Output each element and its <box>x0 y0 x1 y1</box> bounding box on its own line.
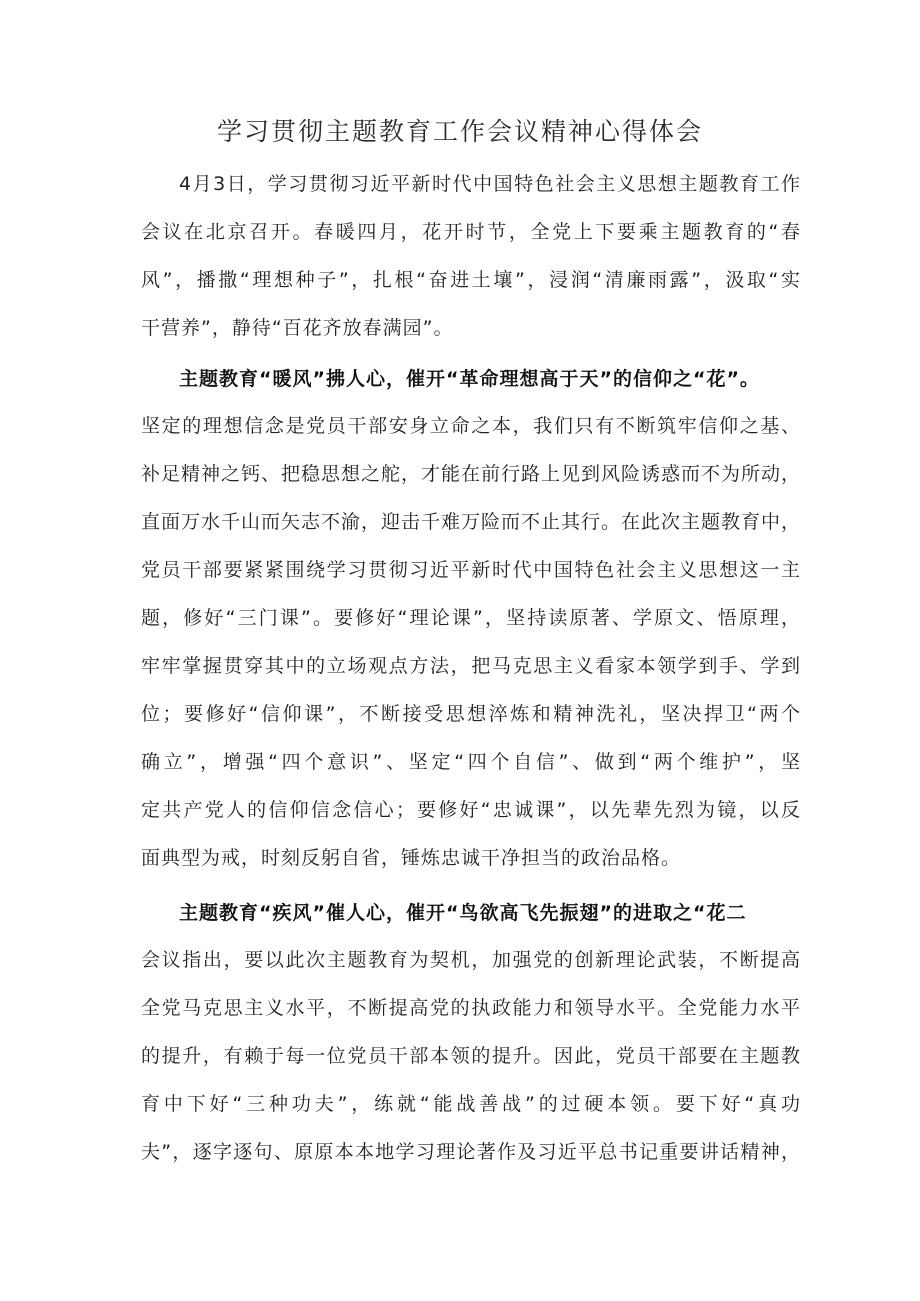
paragraph-line: 直面万水千山而矢志不渝，迎击千难万险而不止其行。在此次主题教育中， <box>141 511 802 533</box>
paragraph-line: 4月3日，学习贯彻习近平新时代中国特色社会主义思想主题教育工作 <box>179 173 801 195</box>
paragraph-line: 定共产党人的信仰信念信心；要修好“忠诚课”，以先辈先烈为镜，以反 <box>141 799 801 821</box>
paragraph-line: 会议指出，要以此次主题教育为契机，加强党的创新理论武装，不断提高 <box>141 949 801 971</box>
paragraph-line: 会议在北京召开。春暖四月，花开时节，全党上下要乘主题教育的“春 <box>141 221 801 243</box>
paragraph-line: 牢牢掌握贯穿其中的立场观点方法，把马克思主义看家本领学到手、学到 <box>141 655 801 677</box>
paragraph-line: 面典型为戒，时刻反躬自省，锤炼忠诚干净担当的政治品格。 <box>141 847 682 869</box>
paragraph-line: 坚定的理想信念是党员干部安身立命之本，我们只有不断筑牢信仰之基、 <box>141 415 801 437</box>
paragraph-line: 夫”，逐字逐句、原原本本地学习理论著作及习近平总书记重要讲话精神， <box>141 1141 801 1163</box>
document-title: 学习贯彻主题教育工作会议精神心得体会 <box>216 117 703 146</box>
paragraph-line: 党员干部要紧紧围绕学习贯彻习近平新时代中国特色社会主义思想这一主 <box>141 559 801 581</box>
paragraph-line: 位；要修好“信仰课”，不断接受思想淬炼和精神洗礼，坚决捍卫“两个 <box>141 703 801 725</box>
paragraph-line: 确立”，增强“四个意识”、坚定“四个自信”、做到“两个维护”，坚 <box>141 751 801 773</box>
paragraph-line: 全党马克思主义水平，不断提高党的执政能力和领导水平。全党能力水平 <box>141 997 801 1019</box>
paragraph-line: 干营养”，静待“百花齐放春满园”。 <box>141 317 454 339</box>
paragraph-line: 风”，播撒“理想种子”，扎根“奋进土壤”，浸润“清廉雨露”，汲取“实 <box>141 269 801 291</box>
paragraph-line: 题，修好“三门课”。要修好“理论课”，坚持读原著、学原文、悟原理， <box>141 607 801 629</box>
section-heading-2: 主题教育“疾风”催人心，催开“鸟欲高飞先振翅”的进取之“花二 <box>179 902 747 924</box>
paragraph-line: 的提升，有赖于每一位党员干部本领的提升。因此，党员干部要在主题教 <box>141 1045 801 1067</box>
paragraph-line: 补足精神之钙、把稳思想之舵，才能在前行路上见到风险诱惑而不为所动， <box>141 463 802 485</box>
section-heading-1: 主题教育“暖风”拂人心，催开“革命理想高于天”的信仰之“花”。 <box>179 368 760 390</box>
paragraph-line: 育中下好“三种功夫”，练就“能战善战”的过硬本领。要下好“真功 <box>141 1093 801 1115</box>
